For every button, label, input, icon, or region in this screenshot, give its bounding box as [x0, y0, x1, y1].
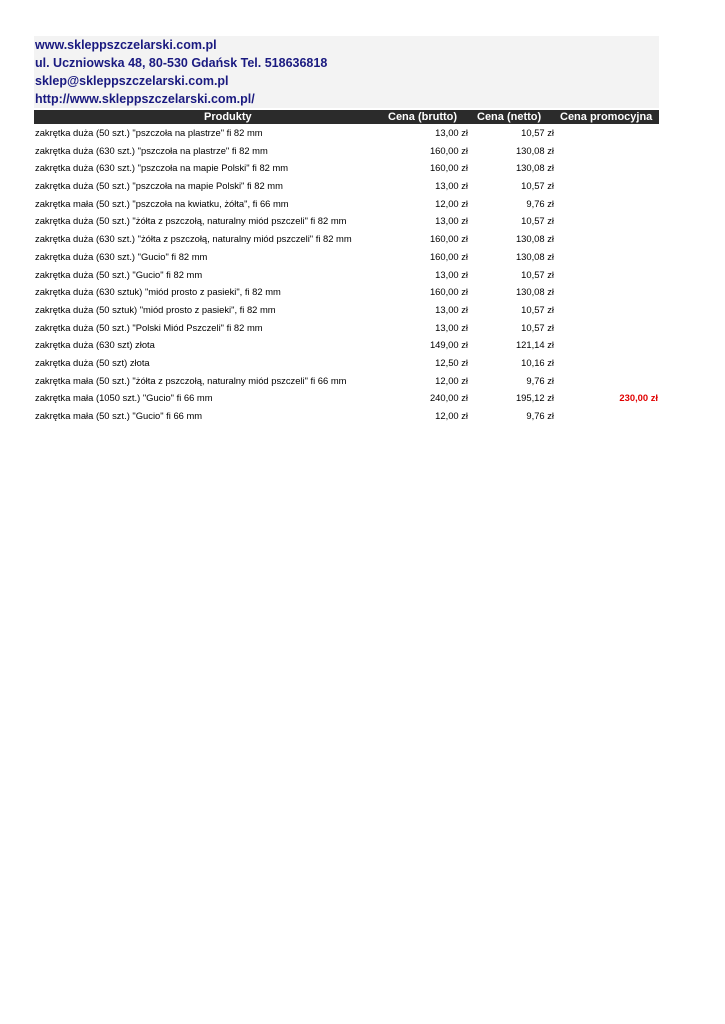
price-net: 10,57 zł: [521, 321, 554, 333]
price-net: 195,12 zł: [515, 392, 554, 404]
product-name: zakrętka mała (50 szt.) "Gucio" fi 66 mm: [35, 410, 203, 421]
table-row: [34, 389, 659, 407]
price-net: 9,76 zł: [526, 197, 554, 209]
price-gross: 13,00 zł: [435, 303, 468, 315]
shop-url[interactable]: http://www.skleppszczelarski.com.pl/: [34, 90, 659, 108]
price-promo: 230,00 zł: [619, 392, 658, 404]
table-row: [34, 177, 659, 195]
price-net: 130,08 zł: [515, 162, 554, 174]
table-row: [34, 212, 659, 230]
price-net: 130,08 zł: [515, 144, 554, 156]
table-header: [34, 110, 659, 124]
price-net: 10,57 zł: [521, 268, 554, 280]
col-net-header: Cena (netto): [477, 111, 542, 123]
price-net: 9,76 zł: [526, 410, 554, 421]
price-list-page: [34, 36, 659, 425]
product-name: zakrętka duża (630 szt.) "Gucio" fi 82 mm: [35, 250, 208, 262]
price-gross: 160,00 zł: [429, 144, 468, 156]
price-gross: 240,00 zł: [429, 392, 468, 404]
product-name: zakrętka duża (630 sztuk) "miód prosto z pasieki", fi 82 mm: [35, 286, 281, 298]
price-net: 10,57 zł: [521, 303, 554, 315]
shop-email[interactable]: sklep@skleppszczelarski.com.pl: [34, 72, 659, 90]
product-name: zakrętka duża (50 szt) złota: [35, 356, 150, 368]
product-name: zakrętka duża (50 szt.) "pszczoła na mapie Polski" fi 82 mm: [35, 180, 283, 192]
price-gross: 160,00 zł: [429, 233, 468, 245]
price-net: 121,14 zł: [515, 339, 554, 351]
table-row: [34, 195, 659, 213]
price-net: 9,76 zł: [526, 374, 554, 386]
product-name: zakrętka duża (630 szt.) "pszczoła na mapie Polski" fi 82 mm: [35, 162, 289, 174]
product-name: zakrętka duża (50 szt.) "Gucio" fi 82 mm: [35, 268, 203, 280]
product-name: zakrętka duża (630 szt) złota: [35, 339, 155, 351]
product-name: zakrętka duża (50 szt.) "Polski Miód Pszczeli" fi 82 mm: [35, 321, 263, 333]
price-net: 10,57 zł: [521, 215, 554, 227]
price-net: 10,57 zł: [521, 127, 554, 138]
table-row: [34, 372, 659, 390]
table-row: [34, 142, 659, 160]
table-row: [34, 407, 659, 425]
price-gross: 160,00 zł: [429, 250, 468, 262]
price-net: 10,57 zł: [521, 180, 554, 192]
product-table-body: [34, 124, 659, 425]
product-name: zakrętka mała (1050 szt.) "Gucio" fi 66 mm: [35, 392, 213, 404]
price-gross: 13,00 zł: [435, 321, 468, 333]
price-gross: 149,00 zł: [429, 339, 468, 351]
price-net: 130,08 zł: [515, 233, 554, 245]
price-gross: 12,00 zł: [435, 410, 468, 421]
col-products-header: Produkty: [204, 111, 252, 123]
price-gross: 160,00 zł: [429, 286, 468, 298]
col-promo-header: Cena promocyjna: [560, 111, 653, 123]
product-name: zakrętka duża (50 sztuk) "miód prosto z pasieki", fi 82 mm: [35, 303, 276, 315]
price-gross: 12,00 zł: [435, 197, 468, 209]
price-gross: 12,00 zł: [435, 374, 468, 386]
shop-website[interactable]: www.skleppszczelarski.com.pl: [34, 36, 659, 54]
table-row: [34, 336, 659, 354]
price-gross: 12,50 zł: [435, 356, 468, 368]
shop-address: ul. Uczniowska 48, 80-530 Gdańsk Tel. 518636818: [34, 54, 659, 72]
product-name: zakrętka duża (50 szt.) "pszczoła na plastrze" fi 82 mm: [35, 127, 263, 138]
product-name: zakrętka mała (50 szt.) "pszczoła na kwiatku, żółta", fi 66 mm: [35, 197, 289, 209]
table-row: [34, 159, 659, 177]
table-row: [34, 248, 659, 266]
price-gross: 13,00 zł: [435, 180, 468, 192]
table-row: [34, 124, 659, 142]
table-row: [34, 266, 659, 284]
product-name: zakrętka mała (50 szt.) "żółta z pszczołą, naturalny miód pszczeli" fi 66 mm: [35, 374, 347, 386]
price-net: 10,16 zł: [521, 356, 554, 368]
table-row: [34, 283, 659, 301]
price-gross: 13,00 zł: [435, 215, 468, 227]
price-gross: 13,00 zł: [435, 127, 468, 138]
price-net: 130,08 zł: [515, 286, 554, 298]
price-gross: 13,00 zł: [435, 268, 468, 280]
table-row: [34, 354, 659, 372]
col-gross-header: Cena (brutto): [388, 111, 458, 123]
product-name: zakrętka duża (630 szt.) "żółta z pszczołą, naturalny miód pszczeli" fi 82 mm: [35, 233, 352, 245]
product-name: zakrętka duża (630 szt.) "pszczoła na plastrze" fi 82 mm: [35, 144, 268, 156]
product-name: zakrętka duża (50 szt.) "żółta z pszczołą, naturalny miód pszczeli" fi 82 mm: [35, 215, 347, 227]
table-row: [34, 319, 659, 337]
price-gross: 160,00 zł: [429, 162, 468, 174]
table-row: [34, 230, 659, 248]
price-net: 130,08 zł: [515, 250, 554, 262]
table-row: [34, 301, 659, 319]
